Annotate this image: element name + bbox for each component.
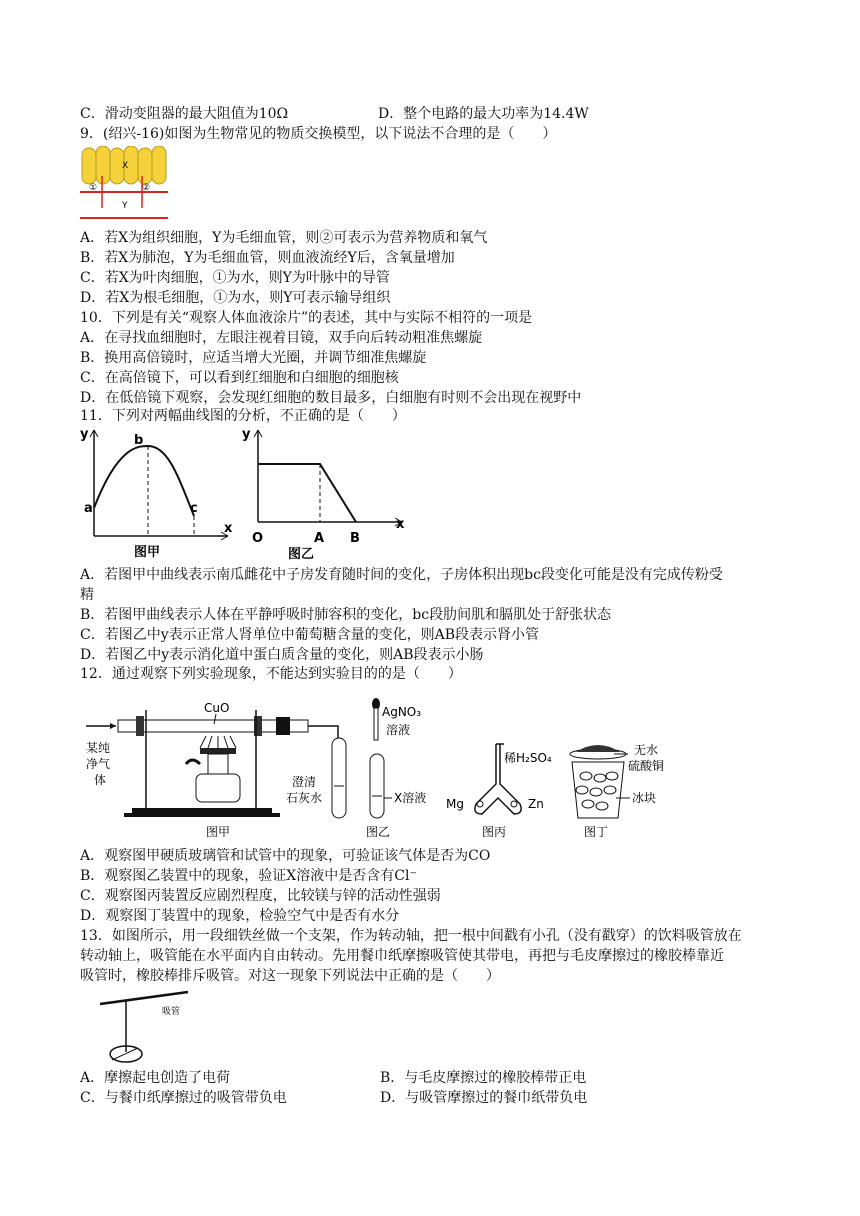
graph-a-title: 图甲	[134, 545, 161, 560]
q11-option-b: B．若图甲曲线表示人体在平静呼吸时肺容积的变化，bc段肋间肌和膈肌处于舒张状态	[80, 607, 612, 623]
agno3-label: AgNO₃	[382, 705, 422, 719]
graph-a-point-b: b	[134, 433, 144, 448]
q12-option-a: A．观察图甲硬质玻璃管和试管中的现象，可验证该气体是否为CO	[80, 848, 491, 864]
graph-b-x-label: x	[396, 517, 405, 532]
q13-option-c: C．与餐巾纸摩擦过的吸管带负电	[80, 1090, 287, 1106]
label-y: Y	[122, 201, 128, 211]
label-2: ②	[142, 183, 151, 193]
graph-b-y-label: y	[242, 427, 251, 442]
q11-graph-a	[78, 426, 238, 562]
graph-b-line	[258, 464, 356, 522]
q9-option-c: C．若X为叶肉细胞，①为水，则Y为叶脉中的导管	[80, 270, 390, 286]
q13-stem-line3: 吸管时，橡胶棒排斥吸管。对这一现象下列说法中正确的是（ ）	[80, 968, 500, 984]
graph-b-point-b: B	[350, 531, 360, 546]
q13-option-b: B．与毛皮摩擦过的橡胶棒带正电	[380, 1070, 587, 1086]
gas-label-3: 体	[94, 773, 107, 787]
q11-option-c: C．若图乙中y表示正常人肾单位中葡萄糖含量的变化，则AB段表示肾小管	[80, 627, 540, 643]
lime-label-2: 石灰水	[286, 791, 323, 805]
apparatus-yi	[366, 698, 426, 839]
q12-option-c: C．观察图丙装置反应剧烈程度，比较镁与锌的活动性强弱	[80, 888, 441, 904]
lime-label-1: 澄清	[292, 775, 317, 789]
q13-option-d: D．与吸管摩擦过的餐巾纸带负电	[380, 1090, 588, 1106]
q8-option-c: C．滑动变阻器的最大阻值为10Ω	[80, 106, 289, 122]
graph-a-x-label: x	[224, 521, 233, 536]
q10-option-d: D．在低倍镜下观察，会发现红细胞的数目最多，白细胞有时则不会出现在视野中	[80, 390, 582, 406]
apparatus-jia	[86, 701, 346, 839]
q9-exchange-figure	[80, 146, 170, 222]
q10-stem: 10．下列是有关“观察人体血液涂片”的表述，其中与实际不相符的一项是	[80, 310, 533, 326]
cuo-label: CuO	[204, 701, 230, 715]
label-x: X	[122, 161, 129, 171]
graph-a-point-c: c	[190, 501, 198, 516]
fig-jia-title: 图甲	[206, 825, 231, 839]
fig-bing-title: 图丙	[482, 825, 507, 839]
q9-option-b: B．若X为肺泡，Y为毛细血管，则血液流经Y后，含氧量增加	[80, 250, 455, 266]
cuso4-label-2: 硫酸铜	[628, 759, 665, 773]
x-solution-label: X溶液	[394, 791, 427, 805]
graph-b-origin: O	[252, 531, 264, 546]
label-1: ①	[89, 183, 98, 193]
apparatus-bing	[446, 744, 552, 839]
apparatus-ding	[570, 742, 664, 839]
fig-ding-title: 图丁	[584, 825, 609, 839]
q13-stem-line2: 转动轴上，吸管能在水平面内自由转动。先用餐巾纸摩擦吸管使其带电，再把与毛皮摩擦过的橡胶棒靠近	[80, 948, 724, 964]
q13-straw-figure	[96, 986, 206, 1066]
q10-option-c: C．在高倍镜下，可以看到红细胞和白细胞的细胞核	[80, 370, 399, 386]
straw	[100, 992, 188, 1004]
q12-option-b: B．观察图乙装置中的现象，验证X溶液中是否含有Cl⁻	[80, 868, 417, 884]
zn-label: Zn	[528, 797, 544, 811]
mg-label: Mg	[446, 797, 464, 811]
graph-a-curve	[94, 446, 194, 516]
gas-label-2: 净气	[86, 757, 111, 771]
q11-graph-b	[238, 426, 410, 562]
q12-option-d: D．观察图丁装置中的现象，检验空气中是否有水分	[80, 908, 400, 924]
q10-option-a: A．在寻找血细胞时，左眼注视着目镜，双手向后转动粗准焦螺旋	[80, 330, 483, 346]
graph-b-title: 图乙	[288, 547, 315, 562]
q11-option-d: D．若图乙中y表示消化道中蛋白质含量的变化，则AB段表示小肠	[80, 647, 484, 663]
solution-label: 溶液	[386, 723, 411, 737]
q9-stem: 9．(绍兴-16)如图为生物常见的物质交换模型，以下说法不合理的是（ ）	[80, 126, 557, 142]
ice-label: 冰块	[632, 791, 657, 805]
q13-option-a: A．摩擦起电创造了电荷	[80, 1070, 231, 1086]
q9-option-a: A．若X为组织细胞，Y为毛细血管，则②可表示为营养物质和氧气	[80, 230, 488, 246]
q12-apparatus-figure	[80, 690, 690, 840]
q8-option-d: D．整个电路的最大功率为14.4W	[378, 106, 589, 122]
q11-option-a: A．若图甲中曲线表示南瓜雌花中子房发育随时间的变化，子房体积出现bc段变化可能是没有完成传粉受	[80, 567, 723, 583]
graph-b-point-a: A	[314, 531, 325, 546]
q9-option-d: D．若X为根毛细胞，①为水，则Y可表示输导组织	[80, 290, 391, 306]
q11-option-a-cont: 精	[80, 587, 94, 603]
straw-label: 吸管	[162, 1007, 181, 1017]
fig-yi-title: 图乙	[366, 825, 391, 839]
graph-a-y-label: y	[80, 427, 89, 442]
q12-stem: 12．通过观察下列实验现象，不能达到实验目的的是（ ）	[80, 666, 462, 682]
graph-a-point-a: a	[84, 501, 93, 516]
gas-label-1: 某纯	[86, 741, 111, 755]
q13-stem-line1: 13．如图所示，用一段细铁丝做一个支架，作为转动轴，把一根中间戳有小孔（没有戳穿）的饮料吸管放在	[80, 928, 742, 944]
q11-stem: 11．下列对两幅曲线图的分析，不正确的是（ ）	[80, 408, 406, 424]
cuso4-label-1: 无水	[634, 743, 659, 757]
q10-option-b: B．换用高倍镜时，应适当增大光圈，并调节细准焦螺旋	[80, 350, 427, 366]
h2so4-label: 稀H₂SO₄	[504, 751, 552, 765]
